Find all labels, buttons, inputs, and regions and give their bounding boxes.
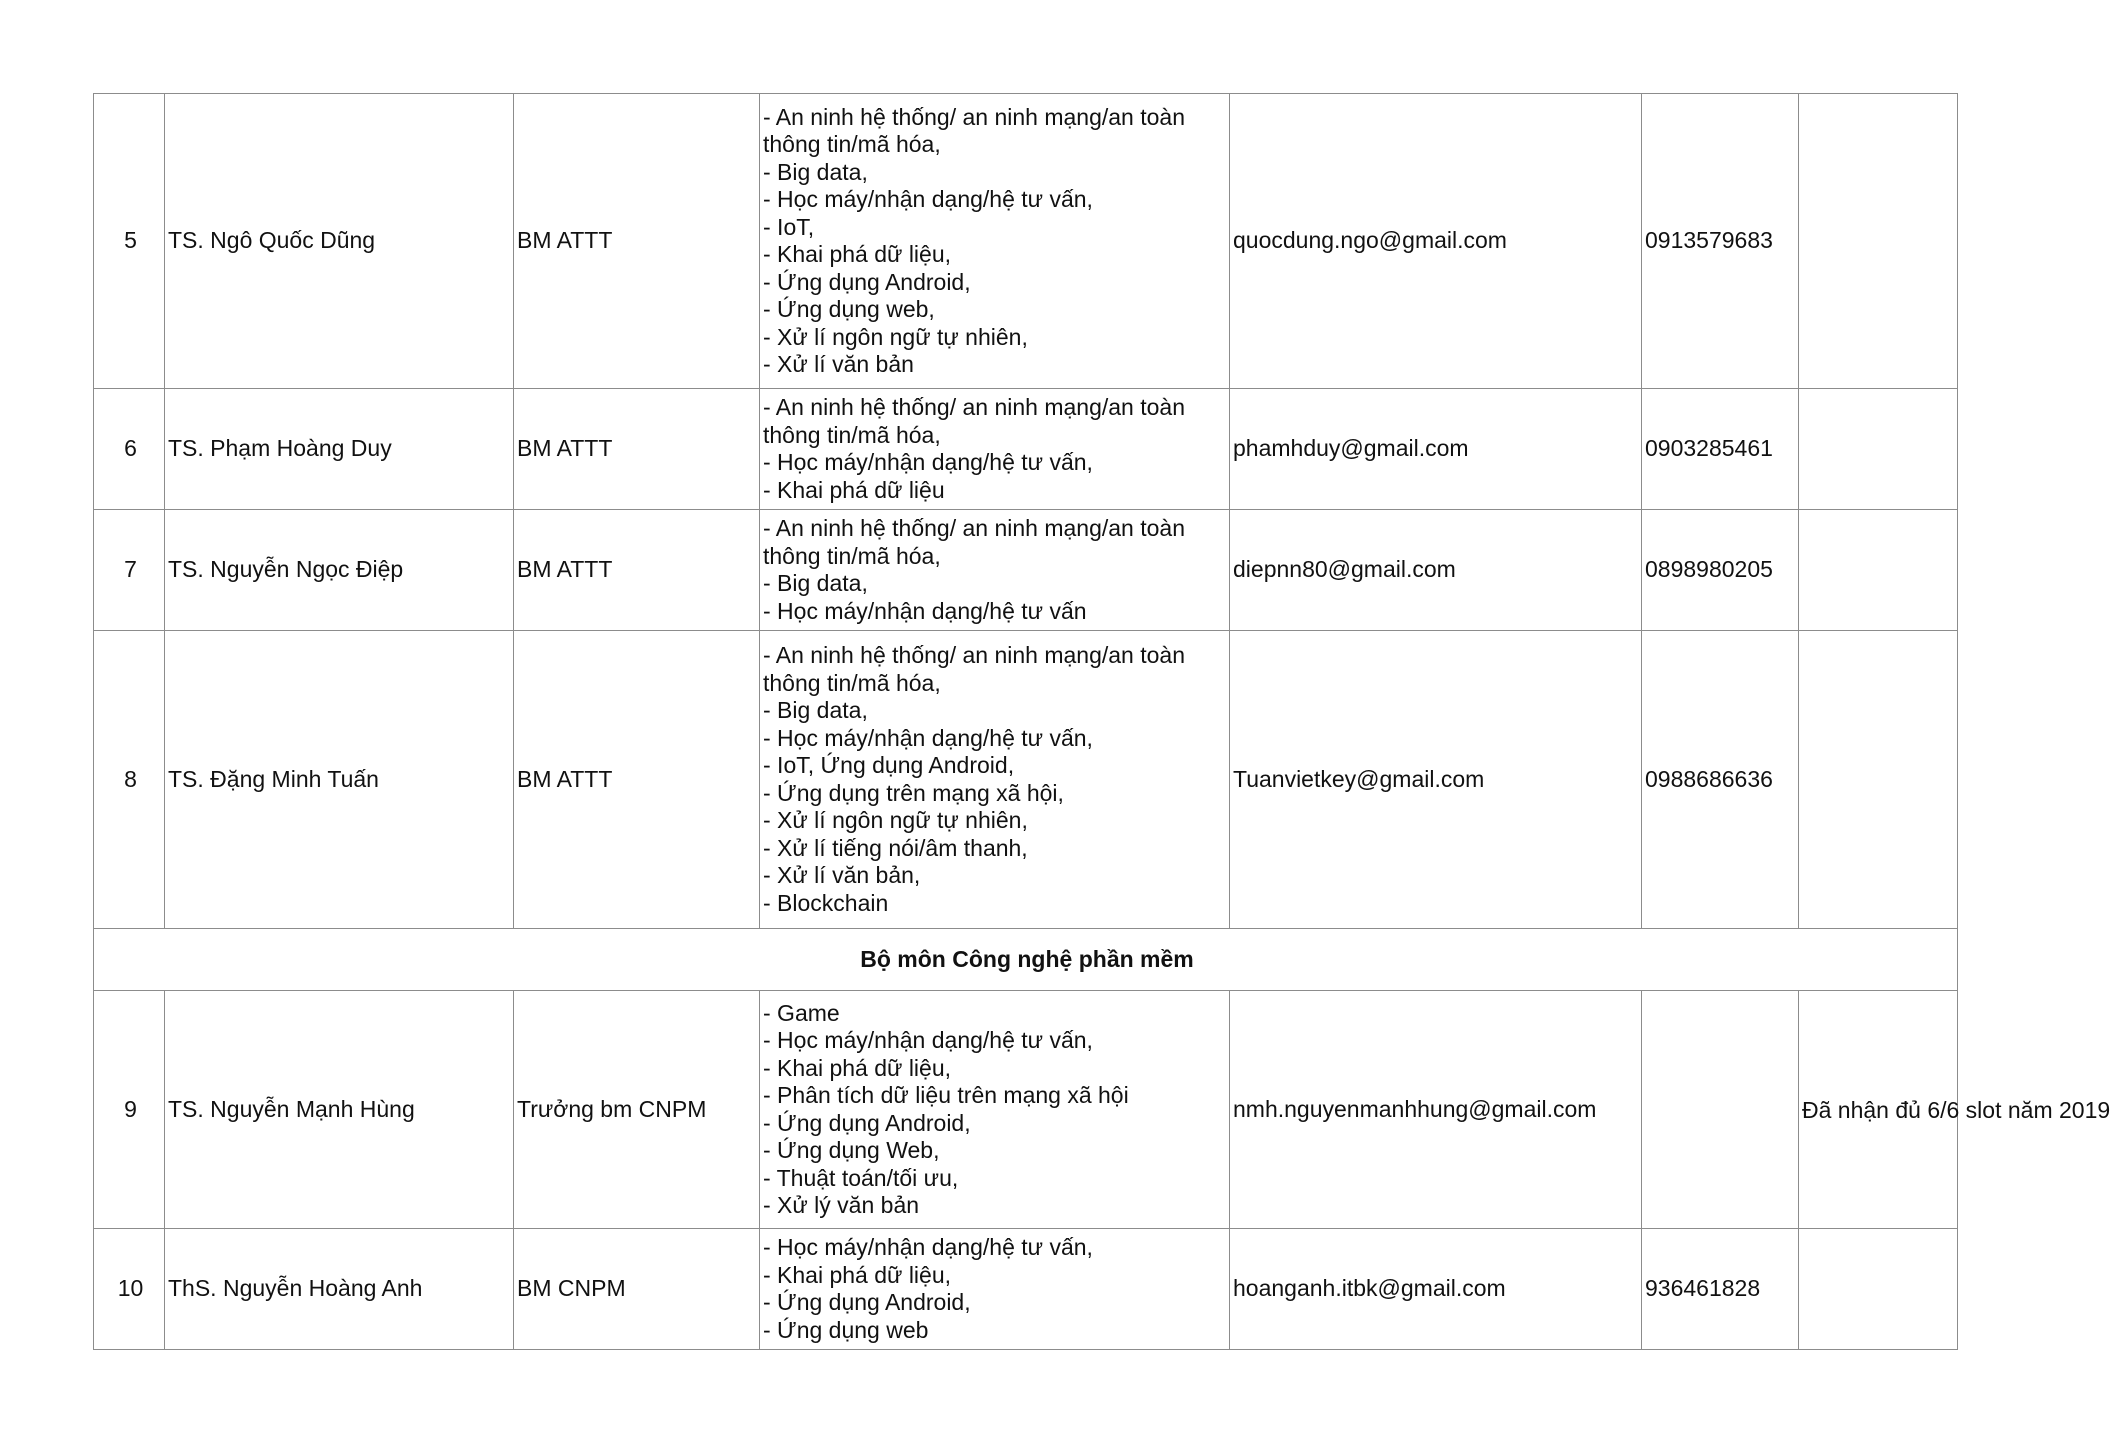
advisor-note — [1799, 631, 1958, 929]
advisor-email: quocdung.ngo@gmail.com — [1230, 94, 1642, 389]
topic-line: - Ứng dụng web — [763, 1316, 929, 1343]
topic-line: - Ứng dụng Web, — [763, 1137, 940, 1163]
row-number: 7 — [94, 510, 165, 631]
advisor-name: TS. Nguyễn Ngọc Điệp — [165, 510, 514, 631]
advisor-unit: BM ATTT — [514, 389, 760, 510]
table-row — [94, 510, 1958, 631]
topic-line: - Xử lí văn bản — [763, 351, 914, 377]
advisor-email: nmh.nguyenmanhhung@gmail.com — [1230, 991, 1642, 1229]
topic-line: - Xử lí ngôn ngữ tự nhiên, — [763, 323, 1028, 350]
topic-line: - Khai phá dữ liệu, — [763, 241, 952, 267]
topic-line: - IoT, — [763, 213, 815, 240]
table-row — [94, 631, 1958, 929]
section-title: Bộ môn Công nghệ phần mềm — [94, 929, 1958, 991]
table-row — [94, 991, 1958, 1229]
topic-line: - Xử lí văn bản, — [763, 862, 921, 888]
advisor-name: TS. Ngô Quốc Dũng — [165, 94, 514, 389]
advisor-unit: BM ATTT — [514, 94, 760, 389]
topic-line: - Khai phá dữ liệu, — [763, 1261, 952, 1288]
topic-line: - Học máy/nhận dạng/hệ tư vấn, — [763, 1027, 1093, 1053]
row-number: 9 — [94, 991, 165, 1229]
topic-line: - Blockchain — [763, 889, 889, 916]
topic-line: - Thuật toán/tối ưu, — [763, 1164, 959, 1191]
topic-line: - Ứng dụng Android, — [763, 1109, 971, 1136]
topic-line: - Big data, — [763, 697, 868, 723]
advisor-name: TS. Phạm Hoàng Duy — [165, 389, 514, 510]
topic-line: - Game — [763, 999, 840, 1026]
topic-line: - Ứng dụng web, — [763, 296, 935, 322]
topic-line: thông tin/mã hóa, — [763, 542, 941, 569]
row-number: 10 — [94, 1229, 165, 1350]
advisor-topics — [760, 510, 1230, 631]
advisor-topics — [760, 94, 1230, 389]
table-body — [94, 94, 2110, 1350]
topic-line: - Big data, — [763, 158, 868, 185]
topic-line: - Xử lí tiếng nói/âm thanh, — [763, 834, 1028, 861]
row-number: 8 — [94, 631, 165, 929]
topic-line: thông tin/mã hóa, — [763, 669, 941, 696]
advisor-name: ThS. Nguyễn Hoàng Anh — [165, 1229, 514, 1350]
advisor-note — [1799, 94, 1958, 389]
advisor-phone: 0988686636 — [1642, 631, 1799, 929]
advisor-phone: 0913579683 — [1642, 94, 1799, 389]
advisor-note — [1799, 389, 1958, 510]
advisor-email: Tuanvietkey@gmail.com — [1230, 631, 1642, 929]
advisor-phone: 936461828 — [1642, 1229, 1799, 1350]
row-number: 6 — [94, 389, 165, 510]
topic-line: - Học máy/nhận dạng/hệ tư vấn, — [763, 724, 1093, 751]
topic-line: - IoT, Ứng dụng Android, — [763, 752, 1015, 778]
advisor-email: phamhduy@gmail.com — [1230, 389, 1642, 510]
topic-line: - Học máy/nhận dạng/hệ tư vấn, — [763, 186, 1093, 212]
topic-line: thông tin/mã hóa, — [763, 421, 941, 448]
advisor-email: hoanganh.itbk@gmail.com — [1230, 1229, 1642, 1350]
advisor-table — [93, 93, 2110, 1350]
advisor-email: diepnn80@gmail.com — [1230, 510, 1642, 631]
topic-line: - Ứng dụng Android, — [763, 1289, 971, 1315]
advisor-note — [1799, 1229, 1958, 1350]
advisor-unit: BM ATTT — [514, 510, 760, 631]
advisor-topics — [760, 1229, 1230, 1350]
topic-line: - Học máy/nhận dạng/hệ tư vấn, — [763, 1234, 1093, 1260]
topic-line: - Phân tích dữ liệu trên mạng xã hội — [763, 1082, 1129, 1108]
topic-line: - Big data, — [763, 570, 868, 596]
topic-line: thông tin/mã hóa, — [763, 131, 941, 157]
topic-line: - Ứng dụng Android, — [763, 268, 971, 295]
advisor-topics — [760, 389, 1230, 510]
advisor-phone: 0898980205 — [1642, 510, 1799, 631]
topic-line: - An ninh hệ thống/ an ninh mạng/an toàn — [763, 394, 1185, 420]
table-row — [94, 1229, 1958, 1350]
advisor-unit: BM ATTT — [514, 631, 760, 929]
row-number: 5 — [94, 94, 165, 389]
section-row — [94, 929, 1958, 991]
topic-line: - An ninh hệ thống/ an ninh mạng/an toàn — [763, 515, 1185, 541]
advisor-unit: BM CNPM — [514, 1229, 760, 1350]
advisor-topics — [760, 631, 1230, 929]
topic-line: - Khai phá dữ liệu, — [763, 1054, 952, 1081]
topic-line: - An ninh hệ thống/ an ninh mạng/an toàn — [763, 642, 1185, 668]
topic-line: - Khai phá dữ liệu — [763, 476, 945, 503]
advisor-name: TS. Đặng Minh Tuấn — [165, 631, 514, 929]
topic-line: - An ninh hệ thống/ an ninh mạng/an toàn — [763, 103, 1185, 130]
advisor-phone: 0903285461 — [1642, 389, 1799, 510]
advisor-note — [1799, 510, 1958, 631]
table-row — [94, 389, 1958, 510]
advisor-phone — [1642, 991, 1799, 1229]
advisor-name: TS. Nguyễn Mạnh Hùng — [165, 991, 514, 1229]
topic-line: - Xử lý văn bản — [763, 1192, 920, 1218]
topic-line: - Học máy/nhận dạng/hệ tư vấn — [763, 597, 1087, 624]
topic-line: - Học máy/nhận dạng/hệ tư vấn, — [763, 449, 1093, 475]
advisor-topics — [760, 991, 1230, 1229]
advisor-unit: Trưởng bm CNPM — [514, 991, 760, 1229]
topic-line: - Xử lí ngôn ngữ tự nhiên, — [763, 807, 1028, 833]
table-row — [94, 94, 1958, 389]
advisor-note: Đã nhận đủ 6/6 slot năm 2019 — [1799, 991, 1958, 1229]
topic-line: - Ứng dụng trên mạng xã hội, — [763, 779, 1064, 806]
